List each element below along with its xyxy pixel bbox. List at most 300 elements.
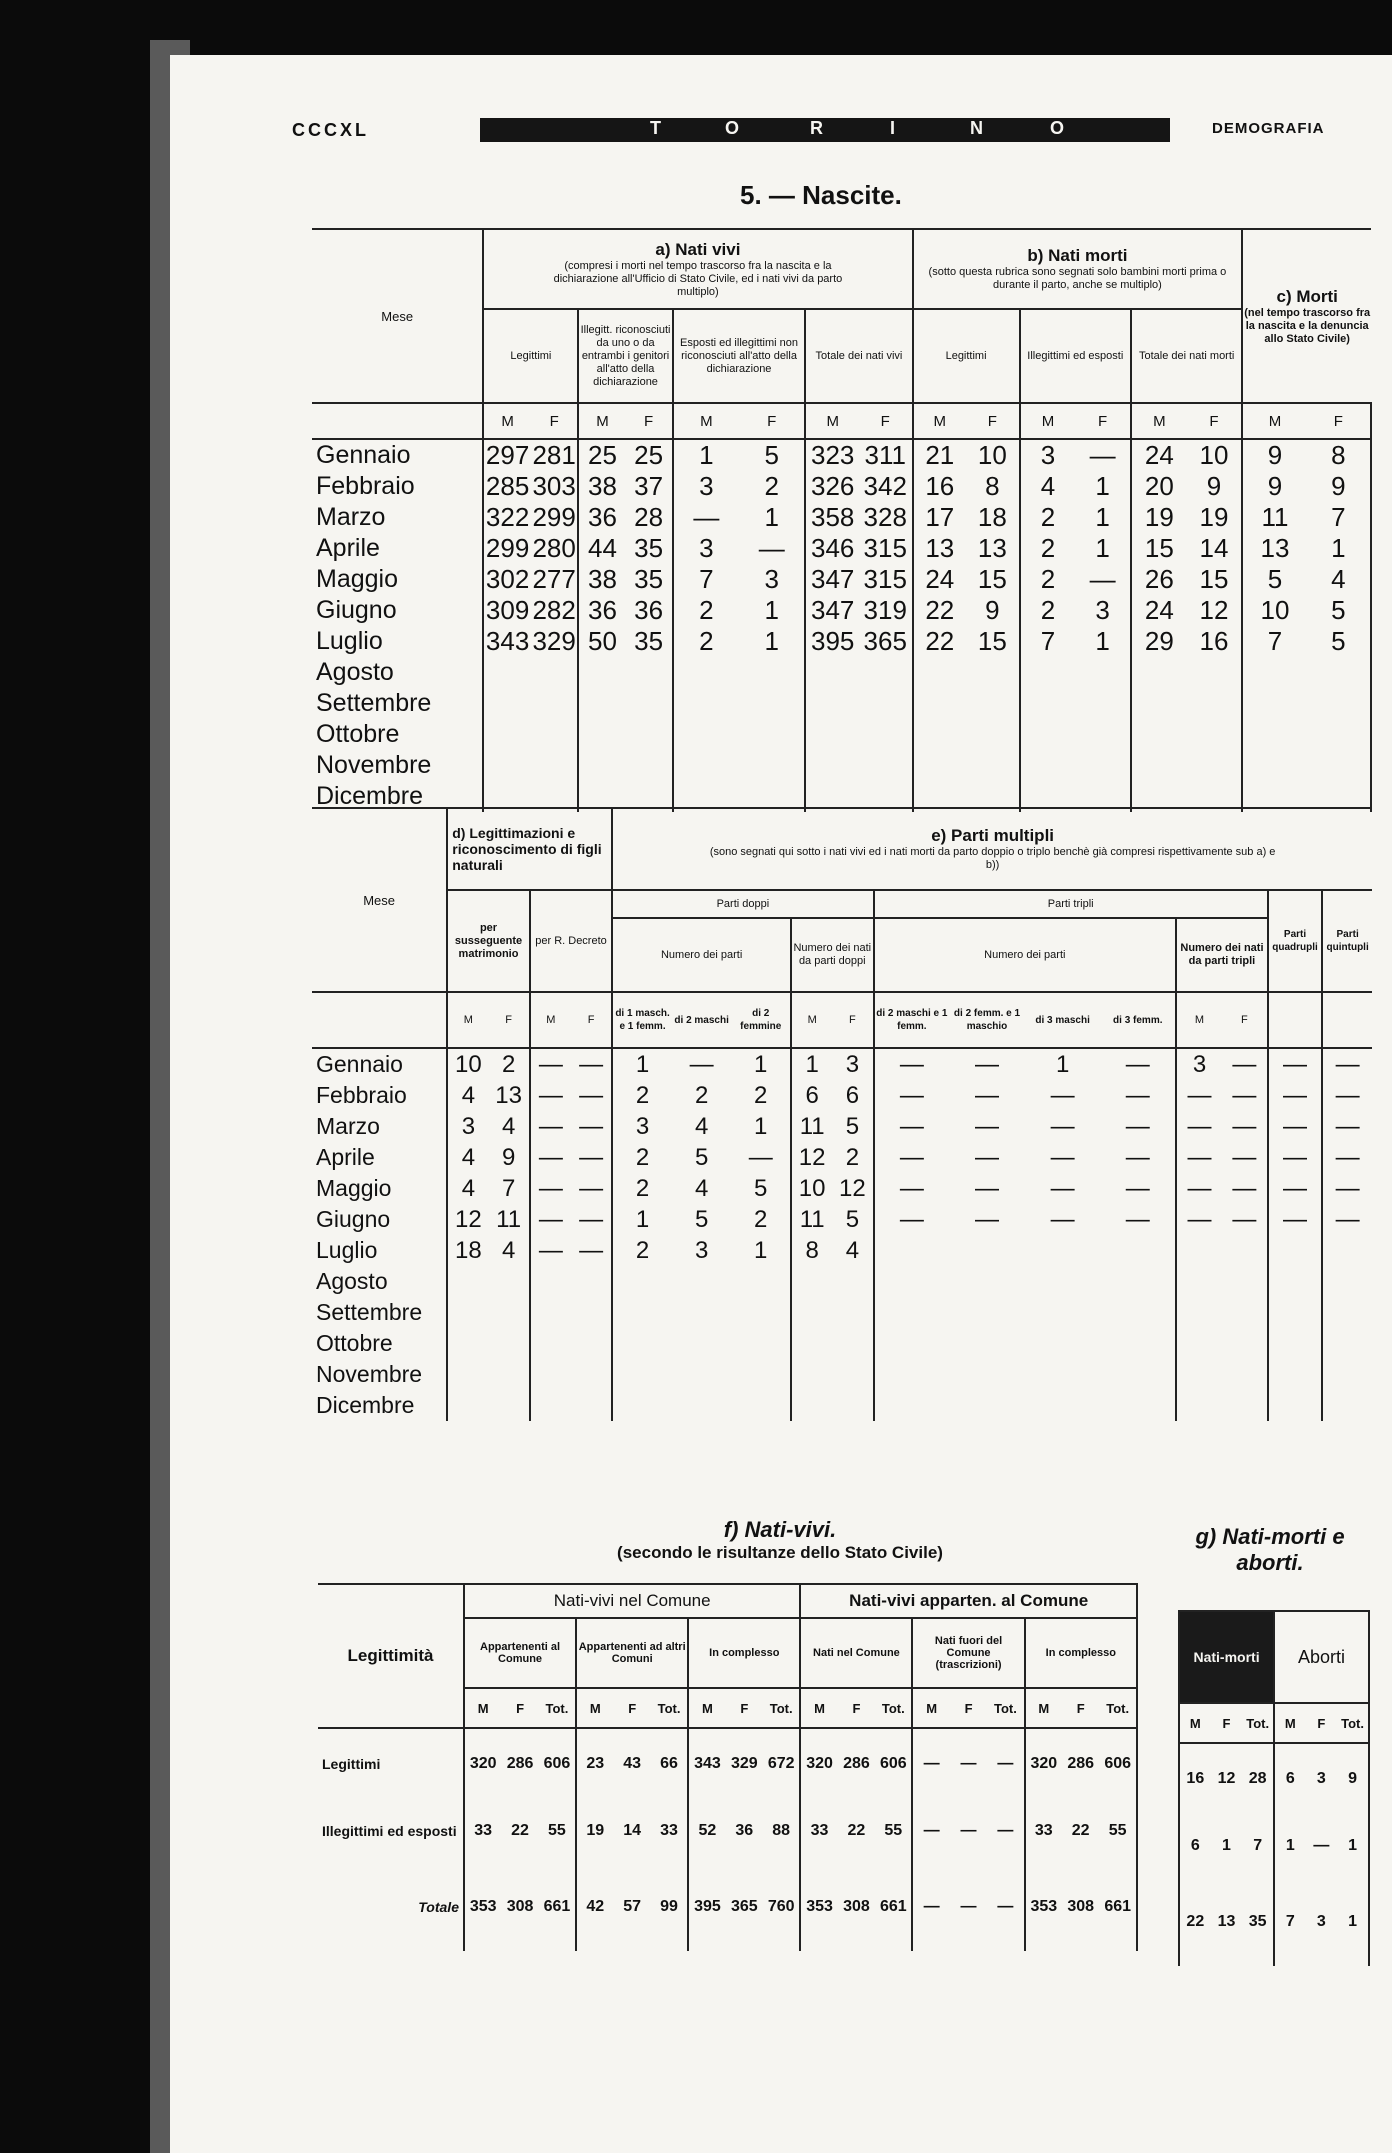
mft-label: F (1076, 1700, 1085, 1716)
table-cell (791, 1266, 832, 1297)
sub-nati-fuori: Nati fuori del Comune (trascrizioni) (912, 1618, 1024, 1688)
table-cell: 1 (635, 1205, 650, 1233)
table-cell: 6 (805, 1081, 819, 1109)
table-cell: — (1313, 1837, 1330, 1854)
table-cell (626, 688, 673, 719)
mf-label: M (501, 412, 514, 430)
table-cell: — (974, 1050, 999, 1078)
sub-complesso-2: In complesso (1025, 1618, 1137, 1688)
table-cell: 16 (1179, 1743, 1211, 1814)
table-cell (672, 1359, 732, 1390)
g-mft-label: Tot. (1337, 1703, 1369, 1743)
table-cell (791, 1328, 832, 1359)
table-cell: 22 (511, 1822, 529, 1839)
table-cell (949, 1390, 1025, 1421)
sub-label: di 2 femmine (731, 992, 791, 1048)
table-cell (1020, 750, 1076, 781)
table-cell (739, 750, 805, 781)
table-cell (966, 688, 1020, 719)
table-cell: 8 (1307, 439, 1371, 471)
table-cell: — (731, 1142, 791, 1173)
table-cell: 10 (1260, 595, 1290, 625)
table-cell (805, 688, 859, 719)
month-label: Aprile (312, 1142, 447, 1173)
table-cell: 10 (966, 439, 1020, 471)
table-cell: 2 (635, 1143, 650, 1171)
table-cell: — (1050, 1174, 1075, 1202)
table-cell: — (1268, 1048, 1323, 1080)
table-cell: 23 (586, 1755, 605, 1772)
table-cell (949, 1297, 1025, 1328)
table-cell: 299 (485, 533, 530, 563)
table-cell (913, 750, 967, 781)
table-cell (672, 1328, 732, 1359)
banner-letter: O (725, 118, 740, 138)
table-cell: — (571, 1111, 612, 1142)
table-cell: 323 (811, 440, 855, 470)
table-cell: 395 (694, 1898, 721, 1915)
table-cell: 22 (1071, 1822, 1090, 1839)
table-cell: 2 (699, 626, 714, 656)
col-decreto: per R. Decreto (530, 890, 613, 992)
table-cell: 10 (1187, 439, 1243, 471)
table-cell: 10 (455, 1050, 482, 1078)
table-cell: 7 (1040, 626, 1056, 656)
table-cell: — (987, 1799, 1024, 1863)
table-cell (731, 1359, 791, 1390)
mft-label: M (702, 1700, 713, 1716)
table-cell (805, 657, 859, 688)
table-cell: 10 (798, 1174, 826, 1202)
table-cell (612, 1390, 672, 1421)
table-cell: 11 (799, 1205, 825, 1233)
row-label: Illegittimi ed esposti (318, 1799, 464, 1863)
month-label: Maggio (312, 1173, 447, 1204)
table-cell: 33 (810, 1822, 829, 1839)
table-cell: — (1075, 439, 1131, 471)
col-b-illegittimi: Illegittimi ed esposti (1020, 309, 1131, 403)
table-cell (1322, 1328, 1372, 1359)
sub-label: F (832, 992, 873, 1048)
table-cell (1187, 719, 1243, 750)
mft-label: Tot. (763, 1688, 800, 1728)
table-cell (483, 750, 531, 781)
col-esposti: Esposti ed illegittimi non riconosciuti all'atto della dichiarazione (673, 309, 806, 403)
table-cell: 346 (811, 533, 855, 563)
table-cell: 19 (586, 1822, 605, 1839)
table-cell (1222, 1390, 1268, 1421)
table-cell: 672 (763, 1728, 800, 1799)
mf-blank (312, 403, 483, 439)
table-cell (530, 1359, 571, 1390)
table-cell: 36 (626, 595, 673, 626)
table-cell: 302 (485, 564, 530, 594)
table-cell: 282 (531, 595, 579, 626)
table-cell: 2 (694, 1081, 709, 1109)
month-label: Marzo (312, 1111, 447, 1142)
table-cell: 309 (485, 595, 530, 625)
nati-vivi-note: (secondo le risultanze dello Stato Civile) (617, 1543, 943, 1562)
table-cell (1222, 1235, 1268, 1266)
table-cell (489, 1328, 530, 1359)
table-cell: 12 (1217, 1770, 1236, 1787)
table-cell (447, 1266, 488, 1297)
table-cell (1020, 688, 1076, 719)
table-cell (731, 1390, 791, 1421)
table-cell: — (571, 1235, 612, 1266)
table-cell: 2 (635, 1081, 650, 1109)
table-row (312, 1173, 1372, 1204)
table-cell: 5 (1307, 626, 1371, 657)
table-cell: — (571, 1173, 612, 1204)
table-cell: 308 (1067, 1898, 1095, 1915)
table-cell (1131, 688, 1187, 719)
table-cell: 343 (485, 626, 530, 656)
table-cell: 347 (811, 564, 855, 594)
table-cell: 297 (485, 440, 530, 470)
table-cell (832, 1390, 873, 1421)
table-cell (1268, 1297, 1323, 1328)
nati-morti-header (913, 229, 1243, 309)
table-cell (966, 750, 1020, 781)
table-cell: 66 (651, 1728, 688, 1799)
table-cell: 6 (1285, 1770, 1295, 1787)
table-cell (1020, 719, 1076, 750)
table-cell (612, 1359, 672, 1390)
table-cell: — (923, 1822, 940, 1839)
table-cell: — (1187, 1143, 1212, 1171)
table-cell: 280 (531, 533, 579, 564)
table-row (312, 439, 1371, 471)
table-cell: — (974, 1081, 999, 1109)
table-cell (913, 688, 967, 719)
table-cell: 661 (539, 1863, 576, 1951)
month-label: Dicembre (312, 781, 483, 812)
table-cell (1307, 750, 1371, 781)
table-cell (530, 1328, 571, 1359)
table-cell: — (1268, 1173, 1323, 1204)
table-cell (805, 719, 859, 750)
col-susseguente: per susseguente matrimonio (447, 890, 530, 992)
mf-label: F (1187, 403, 1243, 439)
table-row (312, 1048, 1372, 1080)
table-cell: 28 (1242, 1743, 1274, 1814)
sub-label: di 3 femm. (1100, 992, 1176, 1048)
table-cell: — (571, 1048, 612, 1080)
table-cell (530, 1266, 571, 1297)
table-row (312, 1390, 1372, 1421)
table-cell (1131, 750, 1187, 781)
table-cell (1222, 1266, 1268, 1297)
mf-label: M (1041, 412, 1055, 430)
table-cell: — (538, 1174, 563, 1202)
mf-label: M (596, 412, 609, 430)
table-cell (1020, 657, 1076, 688)
table-cell (874, 1359, 950, 1390)
mft-label: Tot. (987, 1688, 1024, 1728)
table-cell: 26 (1144, 564, 1174, 594)
sub-header-row (312, 992, 1372, 1048)
table-cell: — (974, 1143, 999, 1171)
col-b-totale: Totale dei nati morti (1131, 309, 1242, 403)
banner-letter: I (890, 118, 896, 138)
grp-apparten: Nati-vivi apparten. al Comune (800, 1584, 1137, 1618)
month-label: Giugno (312, 595, 483, 626)
table-cell: 5 (694, 1205, 709, 1233)
table-cell: 347 (811, 595, 855, 625)
table-cell: — (1050, 1143, 1075, 1171)
month-label: Gennaio (312, 1048, 447, 1080)
table-row (318, 1728, 1137, 1799)
table-cell: 9 (489, 1142, 530, 1173)
table-cell: 11 (799, 1112, 825, 1140)
table-cell: 35 (626, 626, 673, 657)
sub-label: di 2 maschi e 1 femm. (876, 1008, 948, 1032)
table-cell: 2 (1040, 564, 1056, 594)
table-cell: 2 (635, 1174, 650, 1202)
table-cell: 7 (489, 1173, 530, 1204)
month-label: Agosto (312, 657, 483, 688)
table-cell: 9 (1307, 471, 1371, 502)
table-cell: 760 (763, 1863, 800, 1951)
row-label: Totale (318, 1863, 464, 1951)
table-cell: 365 (730, 1898, 758, 1915)
table-cell (1025, 1297, 1101, 1328)
table-cell: — (1268, 1204, 1323, 1235)
table-cell: 17 (925, 502, 955, 532)
table-cell: 22 (925, 626, 955, 656)
mft-label: M (464, 1688, 501, 1728)
table-cell: 13 (1217, 1913, 1236, 1930)
table-cell: 6 (832, 1080, 873, 1111)
table-cell (832, 1328, 873, 1359)
g-mft-label: M (1179, 1703, 1211, 1743)
table-cell (672, 1390, 732, 1421)
morti-header (1242, 229, 1371, 403)
table-cell: 320 (1030, 1755, 1058, 1772)
table-cell: 24 (1144, 440, 1174, 470)
g-mft-label: Tot. (1242, 1703, 1274, 1743)
table-cell: 319 (859, 595, 913, 626)
table-cell: — (974, 1174, 999, 1202)
table-cell (859, 688, 913, 719)
table-cell (1075, 657, 1131, 688)
table-cell: 315 (859, 564, 913, 595)
month-header: Mese (312, 808, 447, 992)
parti-multipli-note: (sono segnati qui sotto i nati vivi ed i nati morti da parto doppio o triplo benchè già compresi rispettivamente sub a) e b)) (709, 846, 1276, 871)
table-cell (489, 1390, 530, 1421)
table-cell: 6 (1179, 1814, 1211, 1878)
mf-label: F (859, 403, 913, 439)
table-row (312, 688, 1371, 719)
table-cell: 606 (1099, 1728, 1137, 1799)
month-label: Dicembre (312, 1390, 447, 1421)
table-row (312, 471, 1371, 502)
table-cell: — (1222, 1048, 1268, 1080)
table-cell: 43 (623, 1755, 642, 1772)
table-cell: 9 (1187, 471, 1243, 502)
table-cell: 1 (1075, 626, 1131, 657)
sub-label: F (571, 992, 612, 1048)
table-cell (913, 657, 967, 688)
table-cell: 5 (1267, 564, 1283, 594)
table-cell: 55 (539, 1799, 576, 1863)
table-cell: 353 (1030, 1898, 1058, 1915)
table-cell: 358 (811, 502, 855, 532)
sub-label: M (546, 1013, 556, 1026)
table-row (1179, 1743, 1369, 1814)
table-cell: 3 (461, 1112, 476, 1140)
table-cell: — (1050, 1205, 1075, 1233)
table-cell: 33 (1034, 1822, 1053, 1839)
table-cell (1222, 1297, 1268, 1328)
table-cell: — (1335, 1143, 1360, 1171)
table-cell (1100, 1235, 1176, 1266)
mf-label: M (1153, 412, 1166, 430)
table-cell: 36 (588, 595, 617, 625)
table-cell: — (960, 1898, 977, 1915)
table-cell: — (571, 1080, 612, 1111)
table-cell: — (1222, 1173, 1268, 1204)
table-row (312, 1142, 1372, 1173)
table-cell: 2 (832, 1142, 873, 1173)
table-cell: 12 (455, 1205, 482, 1233)
nati-vivi-title: f) Nati-vivi. (723, 1517, 837, 1542)
table-cell: 308 (506, 1898, 534, 1915)
table-cell: 5 (694, 1143, 709, 1171)
table-cell (913, 719, 967, 750)
grp-nel-comune: Nati-vivi nel Comune (464, 1584, 800, 1618)
sub-label: di 1 masch. e 1 femm. (615, 1008, 670, 1032)
table-cell (874, 1235, 950, 1266)
table-cell (612, 1297, 672, 1328)
table-cell: 286 (506, 1755, 534, 1772)
table-cell: 3 (1316, 1913, 1326, 1930)
table-cell: 4 (461, 1081, 476, 1109)
table-cell: 13 (1260, 533, 1290, 563)
table-cell (1322, 1390, 1372, 1421)
month-label: Marzo (312, 502, 483, 533)
table-cell: — (538, 1050, 563, 1078)
table-cell: 8 (805, 1236, 819, 1264)
col-legittimi: Legittimi (483, 309, 578, 403)
table-cell: 52 (698, 1822, 717, 1839)
table-cell: 9 (966, 595, 1020, 626)
table-cell: 5 (731, 1173, 791, 1204)
table-cell: 21 (925, 440, 955, 470)
table-row (312, 719, 1371, 750)
table-cell: 11 (489, 1204, 530, 1235)
table-cell: 1 (635, 1050, 650, 1078)
parti-multipli-table (312, 807, 1372, 1421)
mft-label: Tot. (539, 1688, 576, 1728)
table-cell (832, 1359, 873, 1390)
table-cell (859, 719, 913, 750)
table-cell: — (1335, 1081, 1360, 1109)
table-cell (673, 750, 739, 781)
table-cell (531, 750, 579, 781)
table-cell: 15 (1144, 533, 1174, 563)
table-row (318, 1799, 1137, 1863)
table-cell: 8 (966, 471, 1020, 502)
table-cell (489, 1297, 530, 1328)
table-cell: — (1222, 1142, 1268, 1173)
table-cell (578, 719, 625, 750)
table-cell (489, 1266, 530, 1297)
table-cell: 3 (699, 533, 714, 563)
table-cell: — (538, 1236, 563, 1264)
table-cell: 33 (464, 1799, 501, 1863)
table-cell (612, 1266, 672, 1297)
table-cell: — (899, 1143, 924, 1171)
month-label: Novembre (312, 750, 483, 781)
table-cell: 19 (1187, 502, 1243, 533)
banner-letter: R (810, 118, 823, 138)
table-cell (966, 719, 1020, 750)
table-cell: 25 (626, 439, 673, 471)
table-cell: 1 (1337, 1814, 1369, 1878)
month-label: Ottobre (312, 1328, 447, 1359)
table-cell: 5 (832, 1204, 873, 1235)
table-cell: 13 (966, 533, 1020, 564)
nati-vivi-table (318, 1583, 1138, 1951)
table-cell: — (899, 1081, 924, 1109)
table-cell: 3 (1040, 440, 1056, 470)
table-cell: 1 (1075, 471, 1131, 502)
table-cell: 285 (485, 471, 530, 501)
table-cell (672, 1266, 732, 1297)
mft-label: Tot. (875, 1688, 912, 1728)
table-cell (1025, 1266, 1101, 1297)
table-cell: 44 (588, 533, 617, 563)
sub-blank (1322, 992, 1372, 1048)
nati-morti-title: b) Nati morti (1027, 246, 1128, 265)
mf-label: F (966, 403, 1020, 439)
table-cell: 1 (1337, 1878, 1369, 1966)
table-cell: 36 (588, 502, 617, 532)
table-cell (1075, 688, 1131, 719)
table-cell (626, 750, 673, 781)
table-cell (1025, 1390, 1101, 1421)
sub-label: di 3 maschi (1035, 1014, 1090, 1026)
month-label: Settembre (312, 688, 483, 719)
mft-label: F (628, 1700, 637, 1716)
num-nati-doppi: Numero dei nati da parti doppi (791, 918, 874, 992)
month-label: Maggio (312, 564, 483, 595)
table-cell: — (693, 502, 720, 532)
table-cell: 2 (731, 1204, 791, 1235)
nati-morti-note: (sotto questa rubrica sono segnati solo bambini morti prima o durante il parto, anche se multiplo) (928, 266, 1227, 291)
table-cell: 299 (531, 502, 579, 533)
month-label: Settembre (312, 1297, 447, 1328)
table-cell (1187, 657, 1243, 688)
table-cell (731, 1266, 791, 1297)
table-cell: 4 (461, 1143, 476, 1171)
table-cell (1176, 1297, 1222, 1328)
table-cell: 286 (1067, 1755, 1095, 1772)
table-cell: 3 (1192, 1050, 1207, 1078)
table-cell: 320 (806, 1755, 833, 1772)
table-cell: — (689, 1050, 714, 1078)
table-cell: 15 (966, 626, 1020, 657)
table-cell: 1 (1285, 1837, 1295, 1854)
table-cell: 2 (489, 1048, 530, 1080)
table-cell: 365 (859, 626, 913, 657)
table-row (1179, 1878, 1369, 1966)
table-cell: 18 (966, 502, 1020, 533)
table-cell: — (899, 1174, 924, 1202)
table-cell (612, 1328, 672, 1359)
